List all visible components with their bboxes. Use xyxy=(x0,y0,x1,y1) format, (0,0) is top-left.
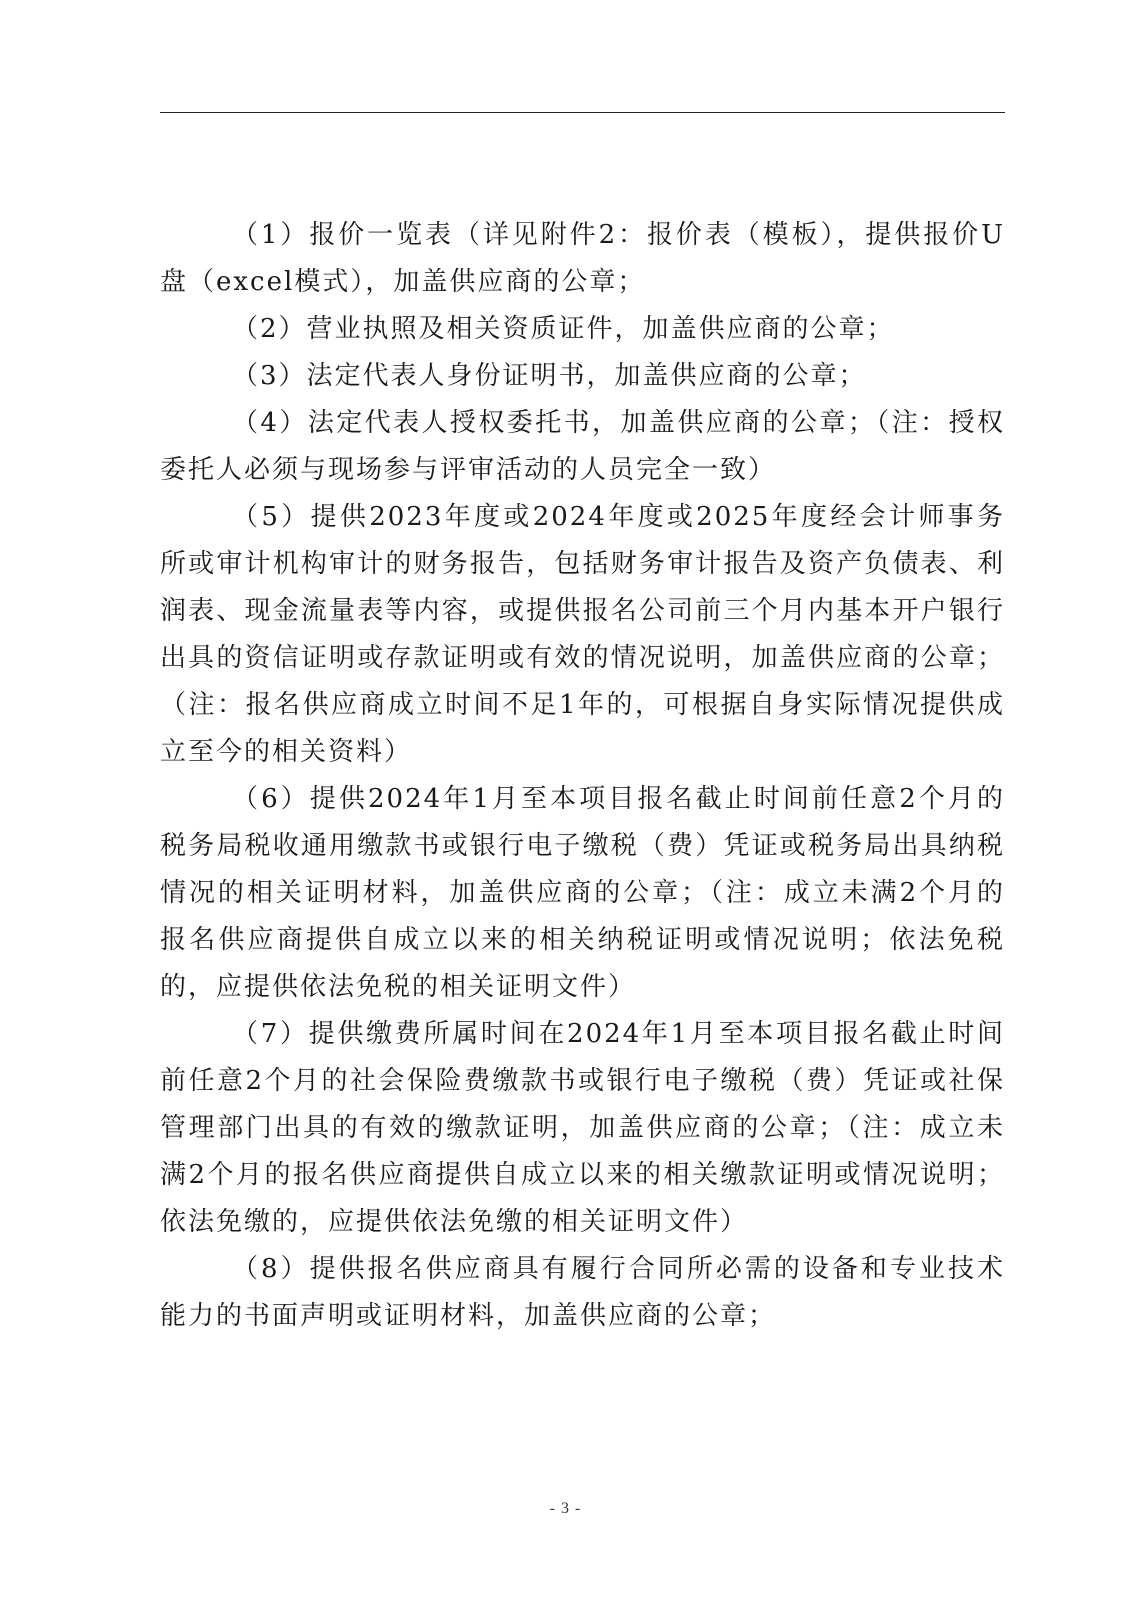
paragraph-item-6: （6）提供2024年1月至本项目报名截止时间前任意2个月的税务局税收通用缴款书或银行电子缴税（费）凭证或税务局出具纳税情况的相关证明材料，加盖供应商的公章；（注：成立未满2个月的报名供应商提供自成立以来的相关纳税证明或情况说明；依法免税的，应提供依法免税的相关证明文件） xyxy=(160,784,1005,1002)
page-number: - 3 - xyxy=(549,1500,582,1517)
paragraph-item-4: （4）法定代表人授权委托书，加盖供应商的公章；（注：授权委托人必须与现场参与评审活动的人员完全一致） xyxy=(160,408,1005,485)
document-body xyxy=(160,212,1005,1340)
paragraph-item-3: （3）法定代表人身份证明书，加盖供应商的公章； xyxy=(232,361,867,391)
paragraph-item-5: （5）提供2023年度或2024年度或2025年度经会计师事务所或审计机构审计的财务报告，包括财务审计报告及资产负债表、利润表、现金流量表等内容，或提供报名公司前三个月内基本开户银行出具的资信证明或存款证明或有效的情况说明，加盖供应商的公章；（注：报名供应商成立时间不足1年的，可根据自身实际情况提供成立至今的相关资料） xyxy=(160,502,1005,767)
paragraph-item-1: （1）报价一览表（详见附件2：报价表（模板），提供报价U盘（excel模式），加盖供应商的公章； xyxy=(160,220,1005,297)
header-rule xyxy=(160,112,1005,113)
paragraph-item-7: （7）提供缴费所属时间在2024年1月至本项目报名截止时间前任意2个月的社会保险费缴款书或银行电子缴税（费）凭证或社保管理部门出具的有效的缴款证明，加盖供应商的公章；（注：成立未满2个月的报名供应商提供自成立以来的相关缴款证明或情况说明；依法免缴的，应提供依法免缴的相关证明文件） xyxy=(160,1019,1005,1237)
paragraph-item-2: （2）营业执照及相关资质证件，加盖供应商的公章； xyxy=(232,314,895,344)
paragraph-item-8: （8）提供报名供应商具有履行合同所必需的设备和专业技术能力的书面声明或证明材料，加盖供应商的公章； xyxy=(160,1254,1005,1331)
